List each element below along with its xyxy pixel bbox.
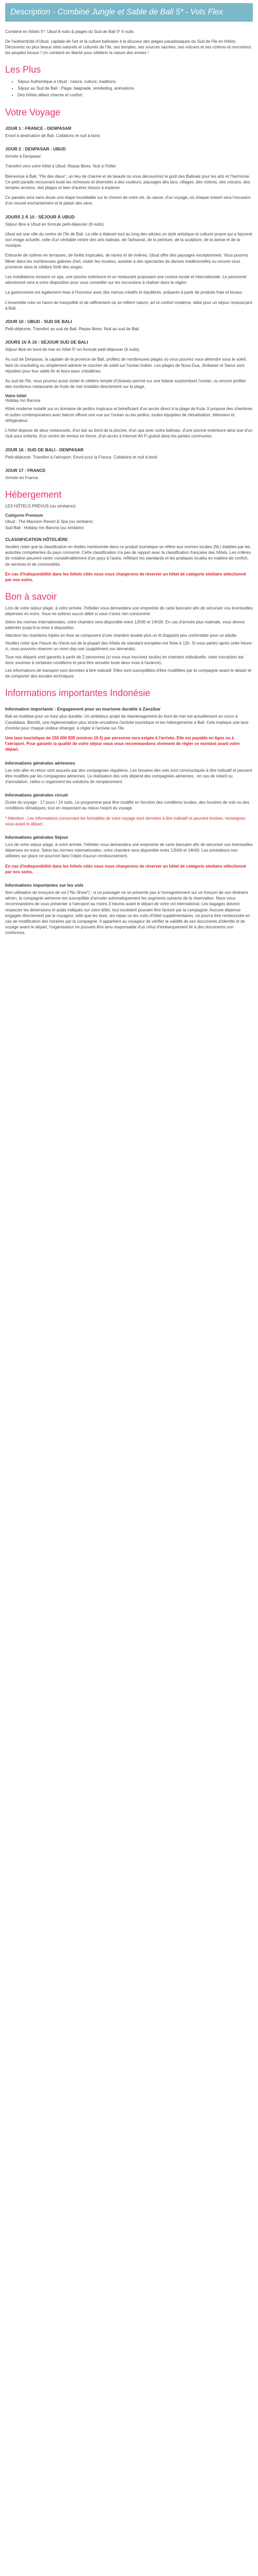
hotel-label: Votre hôtel	[5, 394, 27, 399]
section-heading-plus: Les Plus	[5, 64, 41, 75]
day-text: Séjour libre en bord de mer en hôtel 5* en formule petit-déjeuner (6 nuits).	[5, 347, 140, 352]
day-text: Bienvenue à Bali, "l'île des dieux", un lieu de charme et de beauté où vous découvrirez le goût des Balinais pour les arts et l'harmonie. Ce petit paradis recouvrant toute les richesses et diversités à des couleurs, paysages des lacs, villages, des rizières, des volcans, des temples anciens, des plages et bien d'autres trésors à explorer.	[5, 174, 250, 191]
tips-list	[5, 605, 253, 679]
section-heading-hebergement: Hébergement	[5, 489, 62, 500]
day-title: JOUR 1 : FRANCE - DENPASAR	[5, 126, 72, 131]
day-text: Arrivée en France.	[5, 475, 39, 480]
day-text: Au sud de Denpasar, la capitale de la province de Bali, profitez de nombreuses plages où vous pourrez vous détendre sous le soleil, faire du snorkeling ou simplement admirer le coucher de soleil sur l'océan Indien. Les plages de Nusa Dua, Jimbaran et Sanur sont réputées pour leur sable fin et leurs eaux cristallines.	[5, 357, 247, 374]
day-block	[5, 318, 253, 332]
hotels-intro: LES HÔTELS PRÉVUS (ou similaires)	[5, 503, 76, 509]
list-item: Lors de votre séjour plage, à votre arrivée, l'hôtelier vous demandera une empreinte de carte bancaire afin de sécuriser vos éventuelles dépenses en extra. Vous ne suferez aucun débit si vous n'avez rien consommé.	[5, 606, 253, 617]
day-title: JOUR 10 : UBUD - SUD DE BALI	[5, 319, 72, 325]
list-item: Les informations de transport sont données à titre indicatif. Elles sont susceptibles d'être modifiées par la compagnie avant le départ et de comporter des escales techniques.	[5, 668, 251, 679]
page	[5, 0, 253, 936]
info-block	[5, 792, 253, 827]
info-text: Lors de votre séjour plage, à votre arrivée, l'hôtelier vous demandera une empreinte de carte bancaire afin de sécuriser vos éventuelles dépenses en extra. Selon les normes internationales, votre chambre sera disponible entre 12h00 et 14h00. Les prestations non utilisées sur place ne pourront faire l'objet d'aucun remboursement.	[5, 842, 253, 859]
day-text: La gastronomie est également mise à l'honneur avec des menus créatifs et équilibrés, préparés à partir de produits frais et locaux.	[5, 290, 243, 295]
day-block	[5, 467, 253, 481]
day-block	[5, 146, 253, 206]
list-item: • Séjour Authentique à Ubud : nature, culture, traditions	[18, 78, 253, 85]
info-title: Informations générales aériennes	[5, 760, 75, 766]
list-item: Attention les chambres triples en Asie se composent d'une chambre double plus un lit d'appoint peu confortable pour un adulte.	[5, 633, 238, 638]
info-block	[5, 834, 253, 875]
hotel-name: Holiday Inn Baruna	[5, 398, 41, 403]
hotel-line: Ubud : The Mansion Resort & Spa (ou similaire)	[5, 519, 93, 524]
day-text: Ce paradis sera sans doute une étape inoubliable sur le chemin de votre vie, du savoir, d'un voyage, où chaque instant sera l'occasion d'un nouvel enchantement et le plaisir des sens.	[5, 195, 251, 206]
intro-subtitle: Combiné en hôtels 5*: Ubud 8 nuits & plages du Sud de Bali 5* 6 nuits	[5, 29, 134, 34]
info-warning: En cas d'indisponibilité dans les hôtels cités nous nous chargerons de réserver un hôtel de catégorie similaire sélectionné par nos soins.	[5, 863, 246, 874]
day-text: Transfert vers votre hôtel à Ubud. Repas libres. Nuit à l'hôtel.	[5, 164, 117, 169]
info-title: Informations générales Séjour	[5, 835, 69, 840]
day-block	[5, 125, 253, 139]
list-item: Veuillez noter que l'heure du check-out de la plupart des hôtels de standard européen est fixée à 12h. Si vous partez après cette heure-ci, nous pouvons réserver un room day-use (supplément sur demande).	[5, 641, 253, 652]
classification-title: CLASSIFICATION HÔTELIÈRE	[5, 536, 68, 542]
section-heading-infos: Informations importantes Indonésie	[5, 688, 151, 699]
info-warning: * Attention : Les informations concernant les formalités de votre voyage sont données à titre indicatif et peuvent évoluer, renseignez-vous avant le départ.	[5, 816, 247, 826]
day-text: Les installations incluent un spa, une piscine extérieure et un restaurant proposant une cuisine locale et internationale. Le personnel attentionné sera à votre disposition pour vous conseiller sur les excursions à réaliser dans la région.	[5, 275, 247, 285]
list-item: Tous nos départs sont garantis à partir de 2 personnes (si vous vous inscrivez seul(e) en chambre individuelle, votre inscription est donc soumise à certaines conditions et peut être annulée toute deux mois à l'avance).	[5, 654, 244, 665]
day-text: Ubud est une ville du centre de l'île de Bali. La ville a élaboré tout au long des siècles un style artistique et culturel propre qui a façonné son image actuelle, celle d'un véritable centre des arts balinais, de l'artisanat, de la peinture, de la sculpture, de la danse et de la musique.	[5, 231, 252, 248]
page-title: Description - Combiné Jungle et Sable de Bali 5* - Vols Flex	[5, 3, 253, 22]
info-text: Non-utilisation de tronçons de vol ("No Show") : si un passager ne se présente pas à l'enregistrement sur un tronçon de son itinéraire aérien, la compagnie aérienne est susceptible d'annuler automatiquement les segments suivants de la réservation. Nous vous recommandons de vous présenter à l'aéroport au moins 3 heures avant le départ de votre vol international. Les bagages doivent respecter les dimensions et poids indiqués sur votre billet, tout excédent pouvant être facturé par la compagnie. Aucune dépense engagée directement par le voyageur, telle que les taxis, les repas ou les nuits d'hôtel supplémentaires, ne pourra être remboursée en cas de modification des horaires par la compagnie. Il appartient au voyageur de vérifier la validité de ses documents d'identité et de voyage avant le départ, l'organisateur ne pouvant être tenu responsable d'un refus d'embarquement lié à des documents non conformes.	[5, 890, 250, 936]
day-block	[5, 214, 253, 311]
info-block	[5, 882, 253, 936]
day-text: L'ensemble crée un havre de tranquillité et de raffinement où se mêlent nature, art et confort moderne, idéal pour un séjour ressourçant à Bali.	[5, 300, 252, 311]
day-text: Hôtel moderne installé sur un domaine de jardins tropicaux et bénéficiant d'un accès direct à la plage de Kuta. Il propose des chambres et suites contemporaines avec balcon offrant une vue sur l'océan ou les jardins, toutes équipées de climatisation, télévision et réfrigérateur.	[5, 406, 253, 423]
hotel-category: Catégorie Premium	[5, 513, 43, 518]
day-text: Envol à destination de Bali. Collations et nuit à bord.	[5, 133, 101, 138]
info-title: Informations générales circuit	[5, 792, 68, 798]
info-warning: Une taxe touristique de 150 000 IDR (environ 10 €) par personne sera exigée à l'arrivée. Elle est payable en ligne ou à l'aéroport. Pour garantir la qualité de votre séjour nous vous recommandons vivement de régler ce montant avant votre départ.	[5, 735, 240, 752]
day-title: JOURS 2 À 10 : SÉJOUR À UBUD	[5, 214, 75, 219]
day-block	[5, 339, 253, 439]
day-title: JOURS 10 À 16 : SÉJOUR SUD DE BALI	[5, 340, 88, 345]
day-text: Petit-déjeuner. Transfert à l'aéroport. Envol pour la France. Collations et nuit à bord.	[5, 454, 158, 460]
info-text: Durée du voyage : 17 jours / 14 nuits. Le programme peut être modifié en fonction des conditions locales, des horaires de vols ou des conditions climatiques, tout en respectant au mieux l'esprit du voyage.	[5, 800, 250, 811]
classification-warning: En cas d'indisponibilité dans les hôtels cités nous nous chargerons de réserver un hôtel de catégorie similaire sélectionné par nos soins.	[5, 571, 246, 582]
list-item: • Des hôtels alliant charme et confort	[18, 92, 253, 98]
day-title: JOUR 16 : SUD DE BALI - DENPASAR	[5, 447, 84, 452]
day-block	[5, 447, 253, 460]
intro-description: De l'authenticité d'Ubud, capitale de l'art et la culture balinaise à la douceur des plages paradisiaques du Sud de l'île en hôtels. Découvrez ou plus beaux sites naturels et culturels de l'île, ses temples, ses sources sacrées, ses volcans et ses rizières et rencontrez les peuples locaux ! Un combiné en liberté pour célébrer la nature des envies !	[5, 39, 251, 55]
list-item: Selon les normes internationales, votre chambre sera disponible entre 12h00 et 14h00. En cas d'arrivée plus matinale, vous devrez patienter jusqu'à la mise à disposition.	[5, 619, 245, 630]
plus-list	[5, 78, 253, 98]
info-block	[5, 706, 253, 752]
info-text: Bali se mobilise pour un futur plus durable. Un ambitieux projet de réaménagement du front de mer est actuellement en cours à Candidasa. Bientôt, une réglementation plus stricte encadrera l'activité touristique et les hébergements à Bali. Cela implique une taxe d'entrée pour chaque visiteur étranger, à régler à l'arrivée sur l'île.	[5, 714, 249, 731]
info-title: Informations importantes sur les vols	[5, 883, 84, 888]
day-title: JOUR 17 : FRANCE	[5, 467, 46, 473]
section-heading-voyage: Votre Voyage	[5, 107, 61, 117]
day-title: JOUR 2 : DENPASAR - UBUD	[5, 146, 66, 152]
day-text: Entourée de rizières en terrasses, de forêts tropicales, de ravins et de rivières, Ubud offre des paysages exceptionnels. Vous pourrez flâner dans les nombreuses galeries d'art, visiter les musées, assister à des spectacles de danses traditionnelles ou encore vous promener dans la célèbre forêt des singes.	[5, 253, 248, 269]
day-text: Petit-déjeuner. Transfert au sud de Bali. Repas libres. Nuit au sud de Bali.	[5, 327, 140, 332]
info-text: Les vols aller et retour sont assurés par des compagnies régulières. Les horaires des vols sont communiqués à titre indicatif et peuvent être modifiés par les compagnies aériennes. La réalisation des vols dépend des compagnies aériennes ; en cas de retard ou d'annulation, celles-ci organisent les solutions de remplacement.	[5, 768, 252, 784]
list-item: • Séjour au Sud de Bali : Plage, baignade, snorkeling, animations	[18, 85, 253, 92]
hotel-block	[5, 503, 253, 531]
section-heading-bon-a-savoir: Bon à savoir	[5, 591, 57, 602]
classification-text: Veuillez noter que la classification en étoiles mentionnée dans ce produit touristique se réfère aux normes locales (NL) établies par les autorités compétentes du pays concerné. Cette classification n'a pas de rapport avec la classification française des hôtels. Les critères de notation peuvent varier considérablement d'un pays à l'autre, reflétant les standards et les pratiques locales en matière de confort, de services et de commodités.	[5, 544, 251, 567]
day-text: Séjour libre à Ubud en formule petit-déjeuner (8 nuits).	[5, 222, 105, 227]
hotel-line: Sud Bali : Holiday Inn Baruna (ou similaire)	[5, 525, 84, 530]
info-block	[5, 760, 253, 785]
day-text: Au sud de l'île, vous pourrez aussi visiter le célèbre temple d'Uluwatu perché sur une falaise surplombant l'océan, ou encore profiter des nombreux restaurants de fruits de mer installés directement sur la plage.	[5, 379, 246, 389]
day-text: Arrivée à Denpasar.	[5, 154, 42, 159]
day-text: L'hôtel dispose de deux restaurants, d'un bar au bord de la piscine, d'un spa avec soins balinais, d'une piscine extérieure ainsi que d'un club pour enfants, d'un centre de remise en forme, d'un accès à Internet Wi-Fi gratuit dans les parties communes.	[5, 428, 253, 439]
info-title: Information importante : Engagement pour un tourisme durable à Zanzibar	[5, 706, 161, 712]
